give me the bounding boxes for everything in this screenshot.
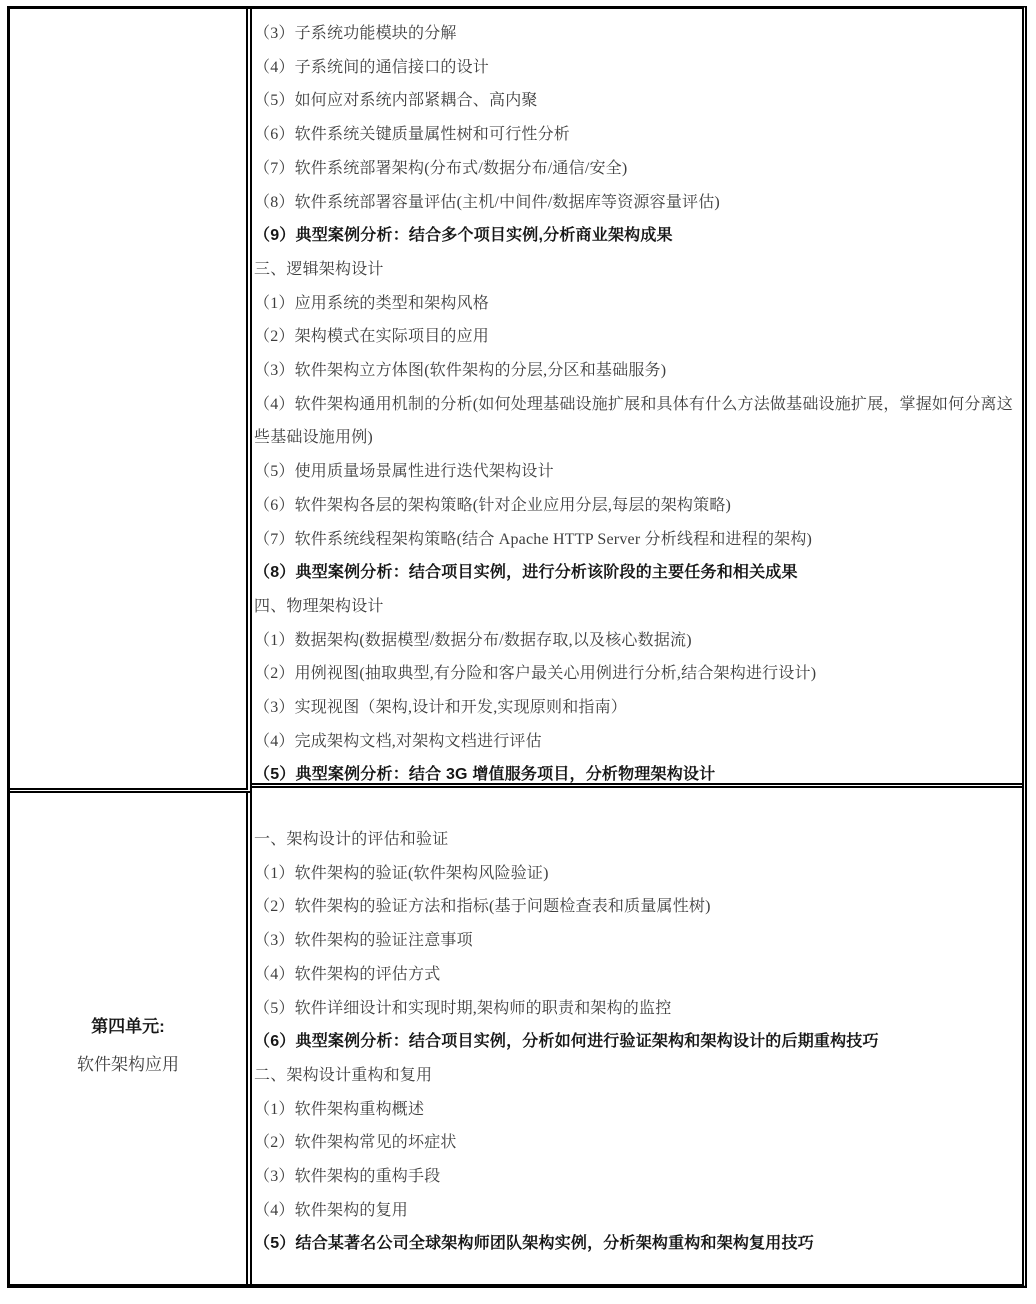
content-line: （1）应用系统的类型和架构风格 [254, 294, 490, 312]
course-content-table [7, 6, 1027, 1288]
content-line-bold: （5）结合某著名公司全球架构师团队架构实例，分析架构重构和架构复用技巧 [254, 1235, 814, 1253]
content-line: （3）软件架构的重构手段 [254, 1168, 441, 1186]
content-line: （3）子系统功能模块的分解 [254, 25, 457, 42]
content-line: （1）数据架构(数据模型/数据分布/数据存取,以及核心数据流) [254, 631, 692, 649]
unit-cell-empty [10, 9, 252, 793]
content-cell-row-1 [252, 9, 1022, 788]
content-line-bold: （8）典型案例分析：结合项目实例，进行分析该阶段的主要任务和相关成果 [254, 564, 798, 582]
content-line: （2）用例视图(抽取典型,有分险和客户最关心用例进行分析,结合架构进行设计) [254, 665, 817, 683]
unit-title: 第四单元: [91, 1016, 165, 1036]
content-line: （4）软件架构的复用 [254, 1201, 409, 1219]
content-line: （2）架构模式在实际项目的应用 [254, 328, 490, 346]
content-line: （2）软件架构的验证方法和指标(基于问题检查表和质量属性树) [254, 898, 711, 916]
content-line: （1）软件架构的验证(软件架构风险验证) [254, 864, 549, 882]
content-line: （4）完成架构文档,对架构文档进行评估 [254, 732, 542, 750]
content-cell-row-2 [252, 793, 1022, 1284]
content-line: （3）实现视图（架构,设计和开发,实现原则和指南） [254, 699, 628, 717]
content-line: （5）软件详细设计和实现时期,架构师的职责和架构的监控 [254, 999, 672, 1017]
content-line: （6）软件系统关键质量属性树和可行性分析 [254, 126, 571, 144]
content-line: （2）软件架构常见的坏症状 [254, 1134, 457, 1152]
content-line: （6）软件架构各层的架构策略(针对企业应用分层,每层的架构策略) [254, 496, 732, 514]
unit-cell-unit-4 [10, 793, 252, 1284]
content-line-bold: （6）典型案例分析：结合项目实例，分析如何进行验证架构和架构设计的后期重构技巧 [254, 1033, 879, 1051]
content-line: 一、架构设计的评估和验证 [254, 831, 449, 848]
content-line: （5）使用质量场景属性进行迭代架构设计 [254, 463, 554, 481]
content-line: （1）软件架构重构概述 [254, 1100, 425, 1118]
content-line: （4）软件架构的评估方式 [254, 965, 441, 983]
unit-subtitle: 软件架构应用 [77, 1054, 179, 1074]
content-line: 四、物理架构设计 [254, 597, 384, 615]
content-line: （7）软件系统部署架构(分布式/数据分布/通信/安全) [254, 159, 628, 177]
content-line: （8）软件系统部署容量评估(主机/中间件/数据库等资源容量评估) [254, 193, 720, 211]
content-line: （4）子系统间的通信接口的设计 [254, 58, 490, 76]
content-line: （5）如何应对系统内部紧耦合、高内聚 [254, 92, 538, 110]
content-line-bold: （5）典型案例分析：结合 3G 增值服务项目，分析物理架构设计 [254, 766, 716, 784]
content-line-bold: （9）典型案例分析：结合多个项目实例,分析商业架构成果 [254, 227, 673, 245]
content-line: 三、逻辑架构设计 [254, 260, 384, 278]
content-line: 二、架构设计重构和复用 [254, 1066, 433, 1084]
content-line: （4）软件架构通用机制的分析(如何处理基础设施扩展和具体有什么方法做基础设施扩展，掌握如何分离这些基础设施用例) [254, 395, 1013, 447]
content-line: （3）软件架构立方体图(软件架构的分层,分区和基础服务) [254, 362, 667, 380]
content-line: （7）软件系统线程架构策略(结合 Apache HTTP Server 分析线程和进程的架构) [254, 530, 813, 548]
content-line: （3）软件架构的验证注意事项 [254, 932, 473, 950]
